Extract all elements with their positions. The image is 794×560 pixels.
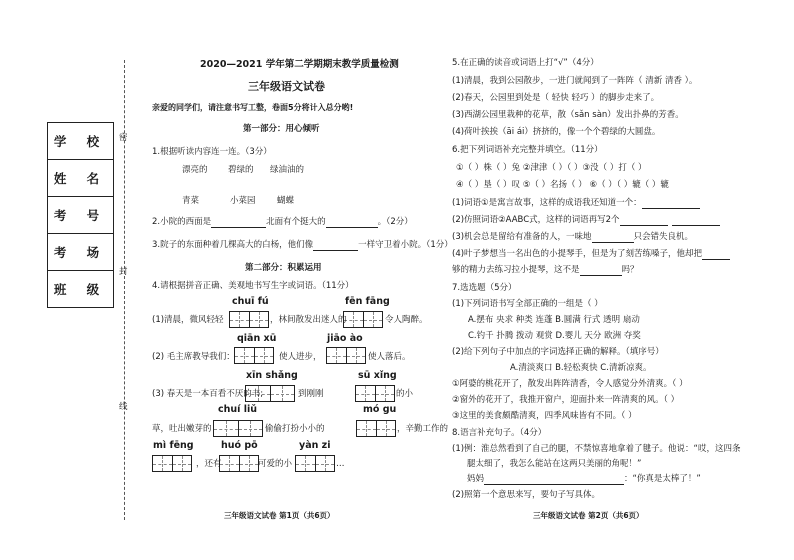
q1-word: 小菜园 <box>230 196 256 206</box>
name-field[interactable]: 姓 名 <box>48 160 113 197</box>
q7-item: (2)给下列句子中加点的字词选择正确的解释。（填序号） <box>452 347 664 357</box>
answer-blank[interactable] <box>484 475 624 485</box>
school-field[interactable]: 学 校 <box>48 123 113 160</box>
q6-row[interactable]: ④（ ）垦（ ）叹 ⑤（ ）名扬（ ） ⑥（ ）（ ）辘（ ）辘 <box>456 180 669 190</box>
question-3: 3.院子的东面种着几棵高大的白杨，他们像 一样守卫着小院。（1分） <box>152 240 453 250</box>
pinyin-qianxu: qiān xū <box>237 333 277 344</box>
exam-room-field[interactable]: 考 场 <box>48 234 113 271</box>
q6-item: (1)词语①是寓言故事，这样的成语我还知道一个： <box>452 198 700 209</box>
answer-blank[interactable] <box>642 199 700 209</box>
q1-word: 碧绿的 <box>228 165 254 175</box>
q5-item: (3)西湖公园里栽种的花草，散（sǎn sàn）发出扑鼻的芳香。 <box>452 110 684 120</box>
greeting: 亲爱的同学们，请注意书写工整，卷面5分将计入总分哟! <box>152 103 354 112</box>
question-1: 1.根据听读内容连一连。（3分） <box>152 147 272 157</box>
page-footer-left: 三年级语文试卷 第1页（共6页） <box>224 511 335 520</box>
question-5: 5.在正确的读音或词语上打“√”（4分） <box>452 58 599 68</box>
q6-item: 够的精力去练习拉小提琴，这不是 吗？ <box>452 265 639 275</box>
page-footer-right: 三年级语文试卷 第2页（共6页） <box>533 511 644 520</box>
question-6: 6.把下列词语补充完整并填空。（11分） <box>452 145 603 155</box>
sentence-3b: 到刚刚 <box>298 389 324 399</box>
exam-subtitle: 三年级语文试卷 <box>248 80 325 93</box>
pinyin-suxing: sū xǐng <box>358 370 397 381</box>
q7-item[interactable]: ③这里的美食颇酷清爽，四季风味皆有不同。（ ） <box>452 411 637 421</box>
sentence-1a: (1)清晨，微风轻轻 <box>152 315 224 325</box>
writing-grid[interactable] <box>219 455 259 472</box>
part2-heading: 第二部分：积累运用 <box>245 263 322 273</box>
answer-blank[interactable] <box>672 216 720 226</box>
sentence-3a: (3) 春天是一本百看不厌的书; <box>152 389 264 399</box>
q5-item: (2)春天，公园里到处是（ 轻快 轻巧 ）的脚步走来了。 <box>452 93 660 103</box>
sentence-3g: ，还有 <box>196 459 222 469</box>
pinyin-huopo: huó pō <box>221 440 258 451</box>
question-2: 2.小院的西面是 北面有个挺大的 。（2分） <box>152 217 413 227</box>
seal-mark-feng: 封 <box>119 267 128 277</box>
answer-blank[interactable] <box>211 218 266 228</box>
sentence-2c: 使人落后。 <box>368 352 411 362</box>
q1-word: 绿油油的 <box>270 165 305 175</box>
writing-grid[interactable] <box>343 311 383 328</box>
part1-heading: 第一部分：用心倾听 <box>243 124 320 134</box>
question-8: 8.语言补充句子。（4分） <box>452 428 547 438</box>
pinyin-fenfang: fēn fāng <box>345 296 390 307</box>
sentence-1b: ，林间散发出迷人的 <box>270 315 347 325</box>
writing-grid[interactable] <box>356 420 396 437</box>
q7-options[interactable]: C.钓千 扑腾 拨动 观赏 D.婴儿 天分 欧洲 夺奖 <box>468 331 641 341</box>
q8-item: 妈妈 ：“你真是太棒了！” <box>467 474 701 484</box>
sentence-1c: 令人陶醉。 <box>385 315 428 325</box>
pinyin-chuifu: chuī fú <box>232 296 269 307</box>
pinyin-chuiliu: chuí liǔ <box>218 404 257 415</box>
q7-options[interactable]: A.摆布 央求 种类 连蓬 B.圆满 行式 透明 扇动 <box>468 315 640 325</box>
answer-blank[interactable] <box>620 216 668 226</box>
q1-word: 漂亮的 <box>182 165 208 175</box>
class-field[interactable]: 班 级 <box>53 282 108 297</box>
sentence-3c: 的小 <box>396 389 414 399</box>
question-7: 7.选选题（5分） <box>452 283 517 293</box>
q6-row[interactable]: ①（ ）株（ ）兔 ②津津（ ）（ ）③没（ ）打（ ） <box>456 163 647 173</box>
answer-blank[interactable] <box>592 233 634 243</box>
answer-blank[interactable] <box>313 241 358 251</box>
writing-grid[interactable] <box>326 347 366 364</box>
sentence-3e: 偷偷打扮小小的 <box>265 424 325 434</box>
q7-choices: A.清淡爽口 B.轻松爽快 C.清新凉爽。 <box>510 363 652 373</box>
writing-grid[interactable] <box>295 455 335 472</box>
q6-item: (2)仿照词语②AABC式，这样的词语再写2个 <box>452 215 720 226</box>
sentence-3i: … <box>336 459 345 469</box>
writing-grid[interactable] <box>152 455 192 472</box>
q7-item: (1)下列词语书写全部正确的一组是（ ） <box>452 299 603 309</box>
writing-grid[interactable] <box>229 311 269 328</box>
q8-example: 腿太细了，我怎么能站在这两只美丽的角呢！” <box>467 459 642 469</box>
q6-item: (3)机会总是留给有准备的人，一味地 只会错失良机。 <box>452 232 694 242</box>
exam-title: 2020—2021 学年第二学期期末教学质量检测 <box>200 59 399 70</box>
q5-item: (1)清晨，我到公园散步，一进门就闻到了一阵阵（ 清新 清香 ）。 <box>452 76 698 86</box>
q8-item: (2)照第一个意思来写，要句子写具体。 <box>452 490 601 500</box>
pinyin-jiaoao: jiāo ào <box>327 333 363 344</box>
seal-mark-mi: 密 <box>119 133 128 143</box>
sentence-3d: 草，吐出嫩芽的 <box>152 424 212 434</box>
pinyin-yanzi: yàn zi <box>299 440 331 451</box>
q7-item[interactable]: ①阿婆的桃花开了，散发出阵阵清香，令人感觉分外清爽。（ ） <box>452 379 688 389</box>
binding-line <box>124 60 125 520</box>
writing-grid[interactable] <box>213 420 263 437</box>
writing-grid[interactable] <box>355 385 395 402</box>
pinyin-xinshang: xīn shǎng <box>246 370 298 381</box>
sentence-3h: 可爱的小 <box>258 459 293 469</box>
sentence-2b: 使人进步， <box>279 352 322 362</box>
exam-number-field[interactable]: 考 号 <box>48 197 113 234</box>
q1-word: 青菜 <box>182 196 200 206</box>
answer-blank[interactable] <box>702 250 730 260</box>
sentence-2a: (2) 毛主席教导我们： <box>152 352 235 362</box>
student-info-table <box>47 122 114 308</box>
answer-blank[interactable] <box>326 218 378 228</box>
question-4: 4.请根据拼音正确、美观地书写生字或词语。（11分） <box>152 281 354 291</box>
answer-blank[interactable] <box>580 266 622 276</box>
q8-example: (1)例：淮总然看到了自己的腿，不禁惊喜地拿着了毽子。他说：“哎，这四条 <box>452 444 741 454</box>
q7-item[interactable]: ②窗外的花开了，我推开窗户，迎面扑来一阵清爽的风。（ ） <box>452 395 680 405</box>
q5-item: (4)荷叶挨挨（āi ái）挤挤的，像一个个碧绿的大圆盘。 <box>452 127 661 137</box>
seal-mark-xian: 线 <box>119 402 128 412</box>
sentence-3f: ，辛勤工作的 <box>397 424 449 434</box>
q6-item: (4)叶子梦想当一名出色的小提琴手，但是为了刻苦练嗓子，他却把 <box>452 249 730 260</box>
pinyin-mifeng: mì fēng <box>153 440 194 451</box>
pinyin-mogu: mó gu <box>363 404 397 415</box>
writing-grid[interactable] <box>234 347 274 364</box>
q1-word: 蝴蝶 <box>277 196 295 206</box>
